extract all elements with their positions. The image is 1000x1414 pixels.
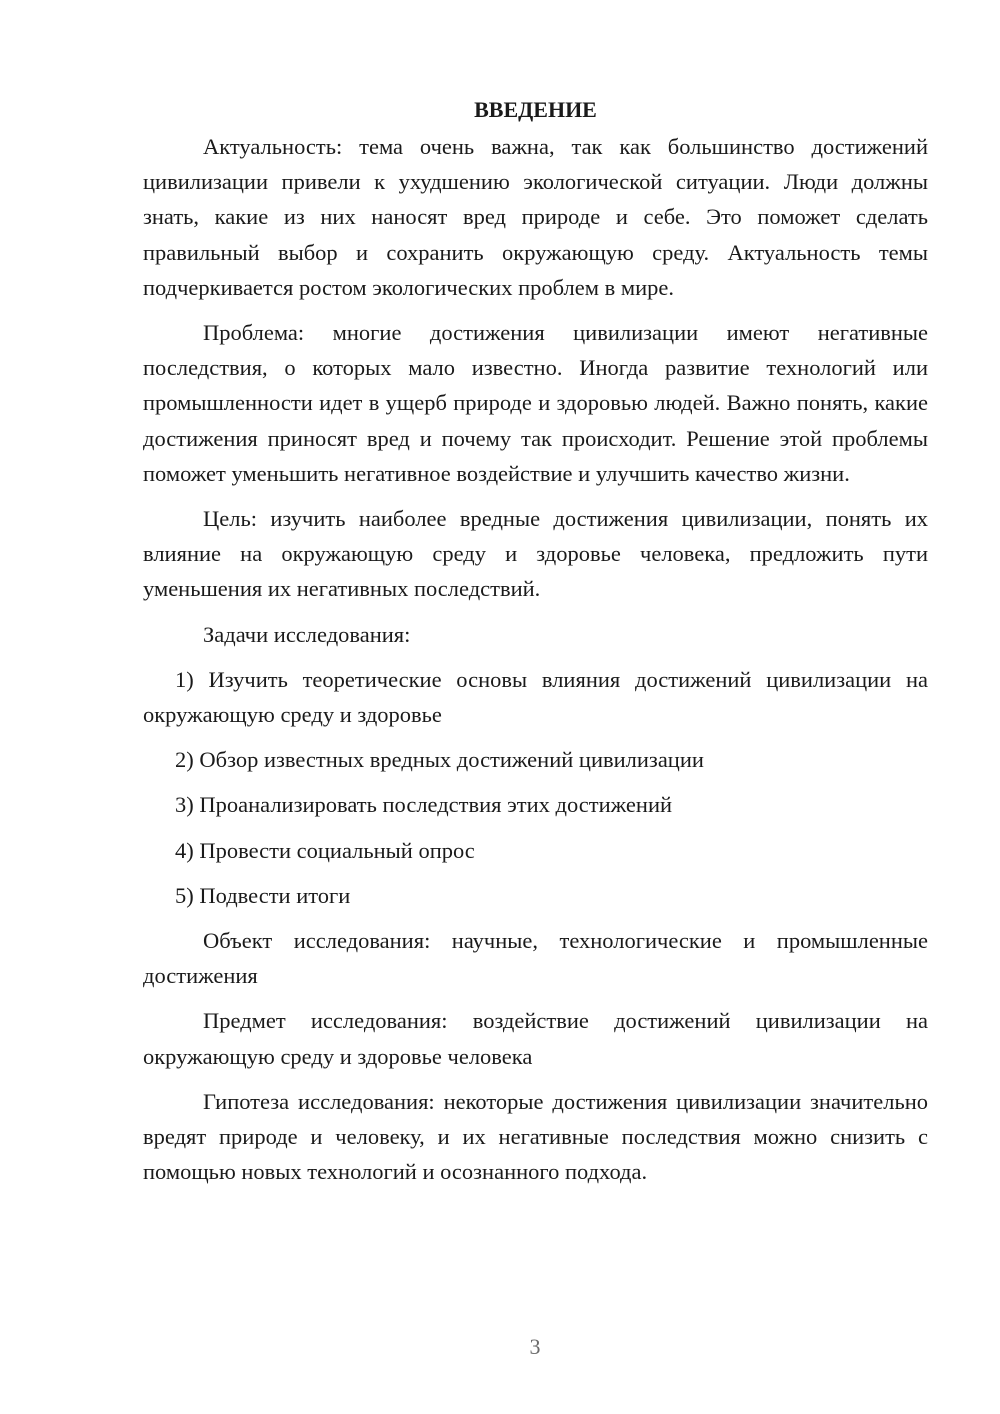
task-item-4: 4) Провести социальный опрос [175,837,475,863]
page-content [143,94,928,1199]
paragraph-subject: Предмет исследования: воздействие достижений цивилизации на окружающую среду и здоровье человека [143,1008,928,1069]
task-item-5: 5) Подвести итоги [175,882,351,908]
paragraph-problem: Проблема: многие достижения цивилизации имеют негативные последствия, о которых мало известно. Иногда развитие технологий или промышленности идет в ущерб природе и здоровью людей. Важно понять, какие достижения приносят вред и почему так происходит. Решение этой проблемы поможет уменьшить негативное воздействие и улучшить качество жизни. [143,320,928,486]
paragraph-relevance: Актуальность: тема очень важна, так как большинство достижений цивилизации привели к ухудшению экологической ситуации. Люди должны знать, какие из них наносят вред природе и себе. Это поможет сделать правильный выбор и сохранить окружающую среду. Актуальность темы подчеркивается ростом экологических проблем в мире. [143,134,928,300]
task-item-3: 3) Проанализировать последствия этих достижений [175,792,673,818]
page-number: 3 [529,1334,541,1359]
task-item-1: 1) Изучить теоретические основы влияния достижений цивилизации на окружающую среду и здоровье [143,666,928,728]
task-item-2: 2) Обзор известных вредных достижений цивилизации [175,747,704,773]
paragraph-goal: Цель: изучить наиболее вредные достижения цивилизации, понять их влияние на окружающую среду и здоровье человека, предложить пути уменьшения их негативных последствий. [143,506,928,602]
paragraph-hypothesis: Гипотеза исследования: некоторые достижения цивилизации значительно вредят природе и человеку, и их негативные последствия можно снизить с помощью новых технологий и осознанного подхода. [143,1088,928,1185]
tasks-heading: Задачи исследования: [203,621,411,647]
paragraph-object: Объект исследования: научные, технологические и промышленные достижения [143,928,928,989]
section-title: ВВЕДЕНИЕ [474,97,597,122]
